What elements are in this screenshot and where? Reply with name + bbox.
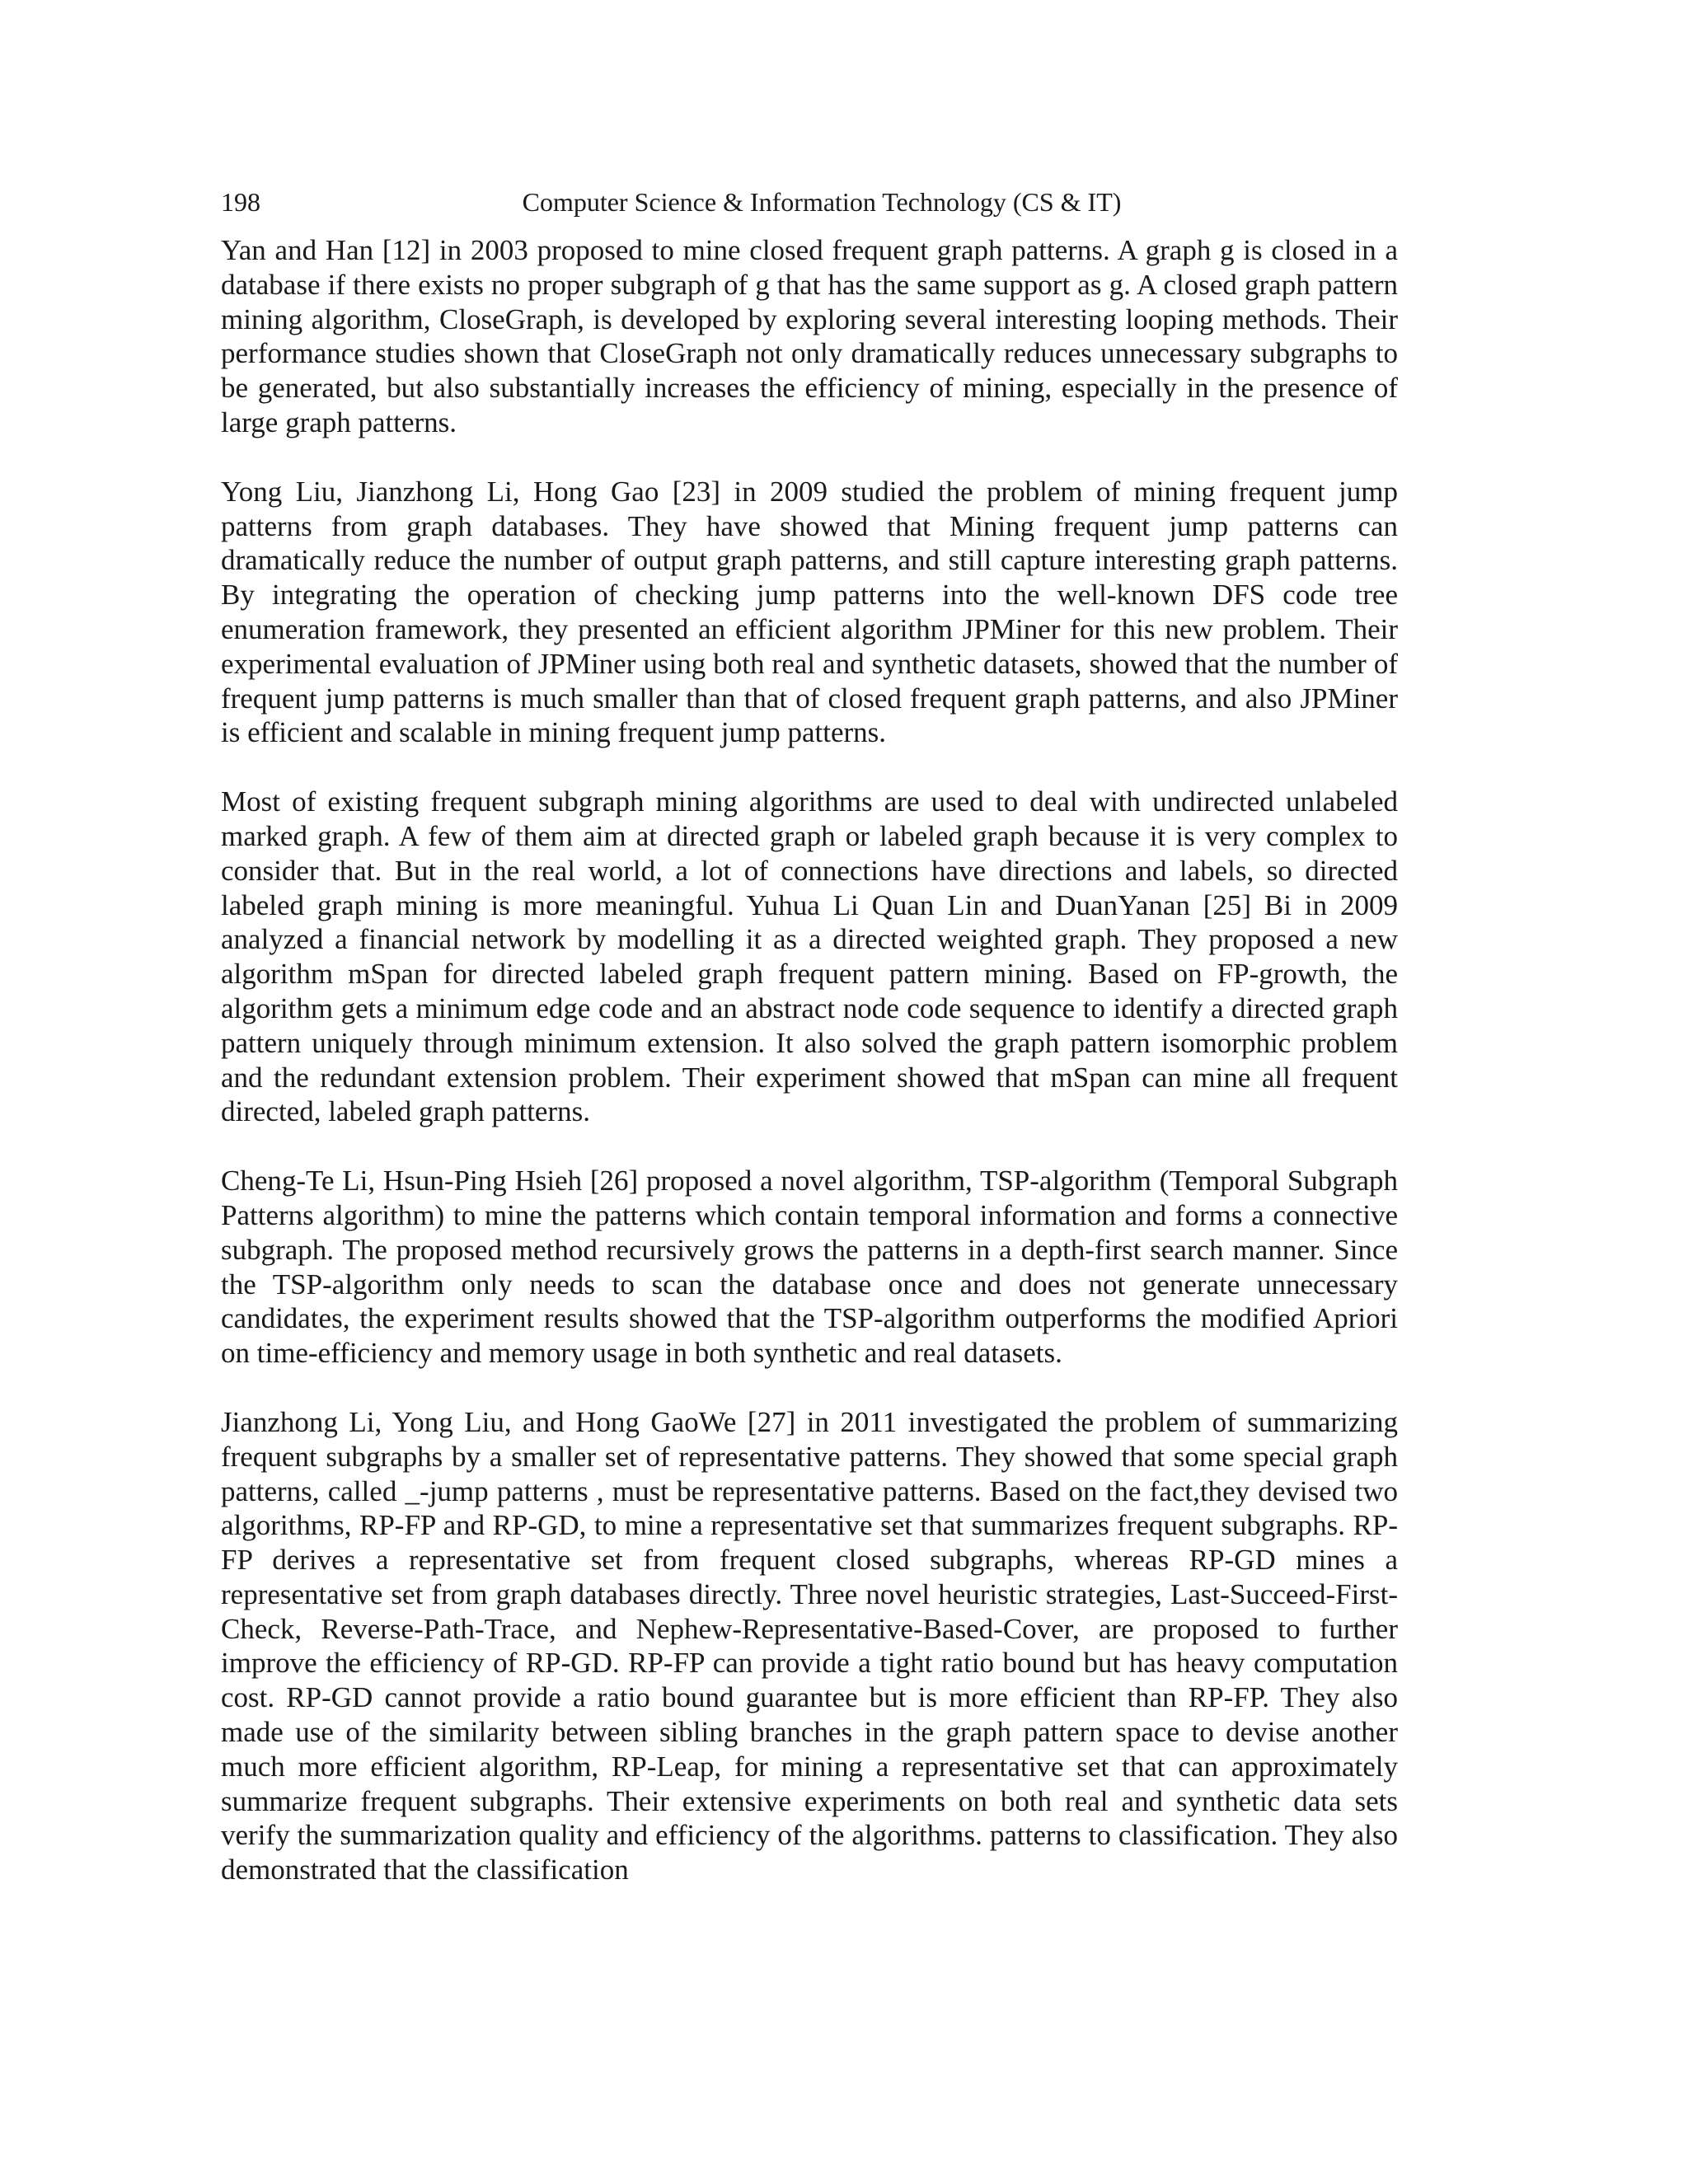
paragraph-representative-patterns: Jianzhong Li, Yong Liu, and Hong GaoWe [27] in 2011 investigated the problem of summarizing frequent subgraphs by a smaller set of representative patterns. They showed that some special graph patterns, called _-jump patterns , must be representative patterns. Based on the fact,they devised two algorithms, RP-FP and RP-GD, to mine a representative set that summarizes frequent subgraphs. RP-FP derives a representative set from frequent closed subgraphs, whereas RP-GD mines a representative set from graph databases directly. Three novel heuristic strategies, Last-Succeed-First-Check, Reverse-Path-Trace, and Nephew-Representative-Based-Cover, are proposed to further improve the efficiency of RP-GD. RP-FP can provide a tight ratio bound but has heavy computation cost. RP-GD cannot provide a ratio bound guarantee but is more efficient than RP-FP. They also made use of the similarity between sibling branches in the graph pattern space to devise another much more efficient algorithm, RP-Leap, for mining a representative set that can approximately summarize frequent subgraphs. Their extensive experiments on both real and synthetic data sets verify the summarization quality and efficiency of the algorithms. patterns to classification. They also demonstrated that the classification [221,1405,1398,1886]
body-text [221,233,1398,1887]
paragraph-mspan: Most of existing frequent subgraph mining algorithms are used to deal with undirected unlabeled marked graph. A few of them aim at directed graph or labeled graph because it is very complex to consider that. But in the real world, a lot of connections have directions and labels, so directed labeled graph mining is more meaningful. Yuhua Li Quan Lin and DuanYanan [25] Bi in 2009 analyzed a financial network by modelling it as a directed weighted graph. They proposed a new algorithm mSpan for directed labeled graph frequent pattern mining. Based on FP-growth, the algorithm gets a minimum edge code and an abstract node code sequence to identify a directed graph pattern uniquely through minimum extension. It also solved the graph pattern isomorphic problem and the redundant extension problem. Their experiment showed that mSpan can mine all frequent directed, labeled graph patterns. [221,785,1398,1128]
paragraph-jpminer: Yong Liu, Jianzhong Li, Hong Gao [23] in 2009 studied the problem of mining frequent jump patterns from graph databases. They have showed that Mining frequent jump patterns can dramatically reduce the number of output graph patterns, and still capture interesting graph patterns. By integrating the operation of checking jump patterns into the well-known DFS code tree enumeration framework, they presented an efficient algorithm JPMiner for this new problem. Their experimental evaluation of JPMiner using both real and synthetic datasets, showed that the number of frequent jump patterns is much smaller than that of closed frequent graph patterns, and also JPMiner is efficient and scalable in mining frequent jump patterns. [221,475,1398,749]
running-header [221,183,1398,221]
paragraph-tsp-algorithm: Cheng-Te Li, Hsun-Ping Hsieh [26] proposed a novel algorithm, TSP-algorithm (Temporal Subgraph Patterns algorithm) to mine the patterns which contain temporal information and forms a connective subgraph. The proposed method recursively grows the patterns in a depth-first search manner. Since the TSP-algorithm only needs to scan the database once and does not generate unnecessary candidates, the experiment results showed that the TSP-algorithm outperforms the modified Apriori on time-efficiency and memory usage in both synthetic and real datasets. [221,1165,1398,1370]
paragraph-closegraph: Yan and Han [12] in 2003 proposed to mine closed frequent graph patterns. A graph g is closed in a database if there exists no proper subgraph of g that has the same support as g. A closed graph pattern mining algorithm, CloseGraph, is developed by exploring several interesting looping methods. Their performance studies shown that CloseGraph not only dramatically reduces unnecessary subgraphs to be generated, but also substantially increases the efficiency of mining, especially in the presence of large graph patterns. [221,234,1398,438]
journal-title: Computer Science & Information Technology (CS & IT) [522,187,1122,217]
page-number: 198 [221,187,260,217]
